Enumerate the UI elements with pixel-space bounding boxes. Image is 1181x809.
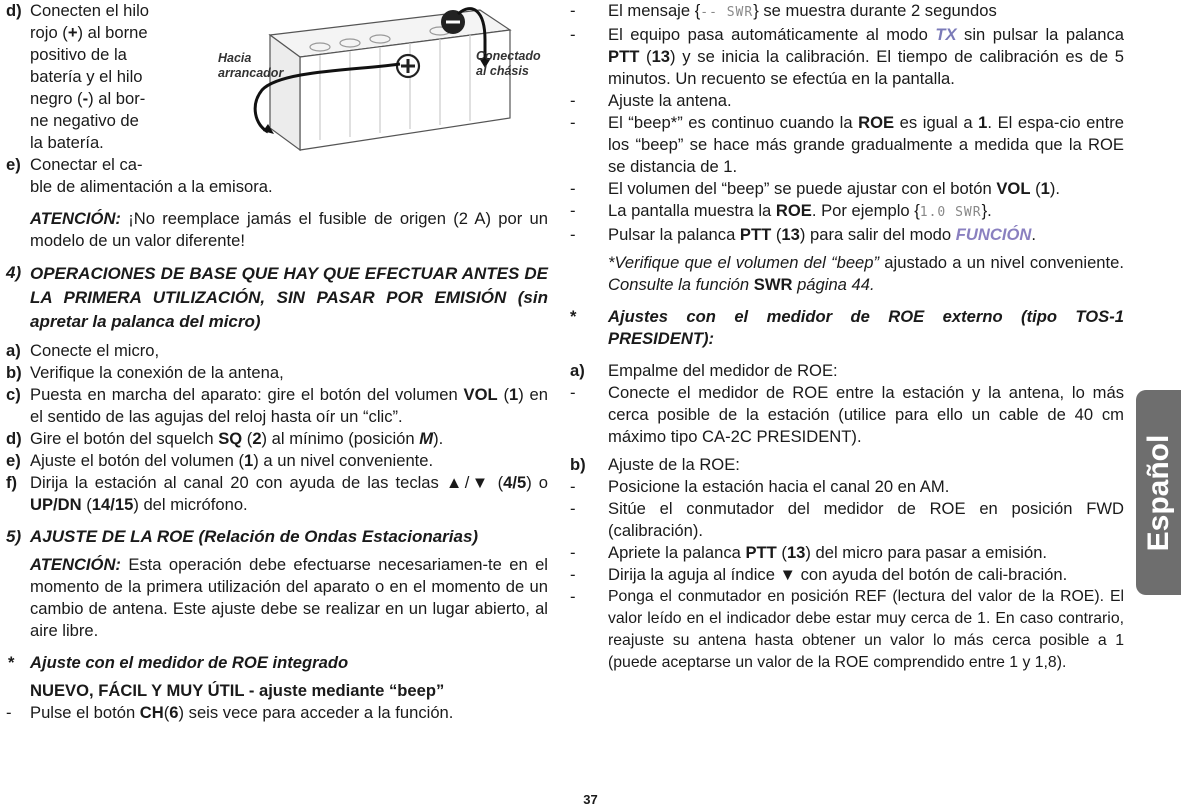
list-item: - Pulsar la palanca PTT (13) para salir del modo FUNCIÓN. xyxy=(570,225,1036,244)
language-tab xyxy=(1136,390,1181,595)
list-item: a) Empalme del medidor de ROE: xyxy=(570,361,838,380)
item-label: e) xyxy=(6,155,21,174)
warning-fuse: ATENCIÓN: ¡No reemplace jamás el fusible de origen (2 A) por un modelo de un valor diferente! xyxy=(30,209,548,250)
page-number: 37 xyxy=(583,792,598,807)
battery-body xyxy=(270,10,510,150)
list-item: - La pantalla muestra la ROE. Por ejemplo {1.0 SWR}. xyxy=(570,201,992,220)
list-item: - Dirija la aguja al índice ▼ con ayuda del botón de cali-bración. xyxy=(570,565,1068,584)
subheading-beep: NUEVO, FÁCIL Y MUY ÚTIL - ajuste mediante “beep” xyxy=(30,681,445,700)
warning-roe: ATENCIÓN: Esta operación debe efectuarse necesariamen-te en el momento de la primera utilización del aparato o en el momento de un cambio de antena. Este ajuste debe se realizar en un lugar abierto, al aire libre. xyxy=(30,555,548,640)
list-item: - Ajuste la antena. xyxy=(570,91,732,110)
list-item: - Posicione la estación hacia el canal 20 en AM. xyxy=(570,477,950,496)
negative-terminal-icon xyxy=(442,11,464,33)
list-item: - Pulse el botón CH(6) seis vece para acceder a la función. xyxy=(6,703,454,722)
positive-terminal-icon xyxy=(397,55,419,77)
list-item: c) Puesta en marcha del aparato: gire el botón del volumen VOL (1) en el sentido de las agujas del reloj hasta oír un “clic”. xyxy=(6,385,549,426)
figure-label-hacia: Hacia xyxy=(218,51,252,65)
list-item: - El equipo pasa automáticamente al modo TX sin pulsar la palanca PTT (13) y se inicia la calibración. El tiempo de calibración es de 5 minutos. Un recuento se efectúa en la pantalla. xyxy=(570,25,1124,88)
language-tab-label: Español xyxy=(1141,434,1175,551)
list-item: e) Ajuste el botón del volumen (1) a un nivel conveniente. xyxy=(6,451,434,470)
subheading-integrado: * Ajuste con el medidor de ROE integrado xyxy=(8,653,349,672)
step-e-power: e) Conectar el ca- ble de alimentación a la emisora. xyxy=(6,155,273,196)
section-4-heading: 4) OPERACIONES DE BASE QUE HAY QUE EFECTUAR ANTES DE LA PRIMERA UTILIZACIÓN, SIN PASAR POR EMISIÓN (sin apretar la palanca del micro) xyxy=(6,263,548,331)
figure-label-arrancador: arrancador xyxy=(218,66,284,80)
list-item: - El mensaje {-- SWR} se muestra durante 2 segundos xyxy=(570,1,997,20)
list-item: - El volumen del “beep” se puede ajustar con el botón VOL (1). xyxy=(570,179,1060,198)
list-item: - Apriete la palanca PTT (13) del micro para pasar a emisión. xyxy=(570,543,1048,562)
item-label: d) xyxy=(6,1,22,20)
list-item: a) Conecte el micro, xyxy=(6,341,160,360)
figure-label-conectado: Conectado xyxy=(476,49,541,63)
list-item: b) Verifique la conexión de la antena, xyxy=(6,363,284,382)
list-item: f) Dirija la estación al canal 20 con ayuda de las teclas ▲/▼ (4/5) o UP/DN (14/15) del micrófono. xyxy=(6,473,548,514)
step-d-battery xyxy=(6,0,206,154)
right-column xyxy=(568,0,1124,674)
list-item: - Conecte el medidor de ROE entre la estación y la antena, lo más cerca posible de la estación (utilice para ello un cable de 40 cm máximo tipo CA-2C PRESIDENT). xyxy=(570,383,1124,446)
beep-note: *Verifique que el volumen del “beep” ajustado a un nivel conveniente. Consulte la función SWR página 44. xyxy=(608,253,1124,294)
list-item: - El “beep*” es continuo cuando la ROE es igual a 1. El espa-cio entre los “beep” se hace más grande gradualmente a medida que la ROE se distancia de 1. xyxy=(570,113,1124,176)
list-item: - Ponga el conmutador en posición REF (lectura del valor de la ROE). El valor leído en el indicador debe estar muy cerca de 1. En caso contrario, reajuste su antena hasta obtener un valor lo más cerca posible a 1 (puede aceptarse un valor de la ROE comprendido entre 1 y 1,8). xyxy=(570,587,1124,671)
subheading-externo: * Ajustes con el medidor de ROE externo (tipo TOS-1 PRESIDENT): xyxy=(570,307,1124,348)
battery-instructions: Conecten el hilo rojo (+) al borne positivo de la batería y el hilo negro (-) al bor- ne negativo de la batería. xyxy=(30,1,150,152)
figure-label-chasis: al chásis xyxy=(476,64,529,78)
list-item: - Sitúe el conmutador del medidor de ROE en posición FWD (calibración). xyxy=(570,499,1124,540)
list-item: d) Gire el botón del squelch SQ (2) al mínimo (posición M). xyxy=(6,429,444,448)
list-item: b) Ajuste de la ROE: xyxy=(570,455,740,474)
section-5-heading: 5) AJUSTE DE LA ROE (Relación de Ondas Estacionarias) xyxy=(6,527,479,546)
battery-diagram xyxy=(210,0,550,160)
